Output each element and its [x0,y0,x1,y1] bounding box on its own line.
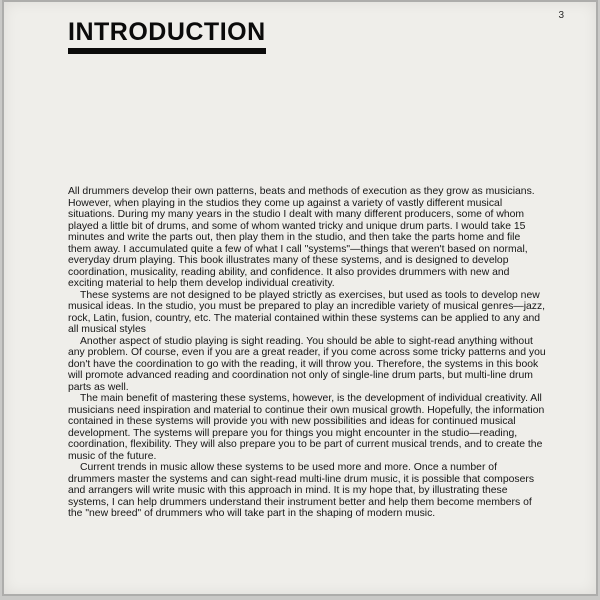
paragraph-3: Another aspect of studio playing is sight reading. You should be able to sight-read anything without any problem. Of course, even if you are a great reader, if you come across some tricky patterns and you don't have the coordination to go with the reading, it will throw you. Therefore, the systems in this book will promote advanced reading and coordination not only of single-line drum parts, but multi-line drum parts as well. [68,335,546,393]
book-page [2,0,598,596]
paragraph-4: The main benefit of mastering these systems, however, is the development of individual creativity. All musicians need inspiration and material to continue their own musical growth. Hopefully, the information contained in these systems will provide you with new possibilities and ideas for continued musical development. The systems will prepare you for things you might encounter in the studio—reading, coordination, flexibility. They will also prepare you to be part of current musical trends, and to create the music of the future. [68,393,545,462]
paragraph-5: Current trends in music allow these systems to be used more and more. Once a number of drummers master the systems and can sight-read multi-line drum music, it is possible that composers and arrangers will write music with this approach in mind. It is my hope that, by illustrating these systems, I can help drummers understand their instrument better and help them become members of the "new breed" of drummers who will take part in the shaping of modern music. [68,462,535,519]
body-text [68,186,546,520]
paragraph-1: All drummers develop their own patterns, beats and methods of execution as they grow as musicians. However, when playing in the studios they come up against a variety of vastly different musical situations. During my many years in the studio I dealt with many different producers, some of whom played a little bit of drums, and some of whom wanted tricky and unique drum parts. I would take 15 minutes and write the parts out, then play them in the studio, and then take the parts home and file them away. I accumulated quite a few of what I call "systems"—things that weren't based on normal, everyday drum playing. This book illustrates many of these systems, and is designed to develop coordination, musicality, reading ability, and confidence. It also provides drummers with new and exciting material to help them develop individual creativity. [68,186,535,289]
page-title: INTRODUCTION [68,20,266,54]
page-number: 3 [558,10,564,21]
title-block [68,20,266,54]
paragraph-2: These systems are not designed to be played strictly as exercises, but used as tools to develop new musical ideas. In the studio, you must be prepared to play an incredible variety of musical genres—jazz, rock, Latin, fusion, country, etc. The material contained within these systems can be applied to any and all musical styles [68,289,546,335]
